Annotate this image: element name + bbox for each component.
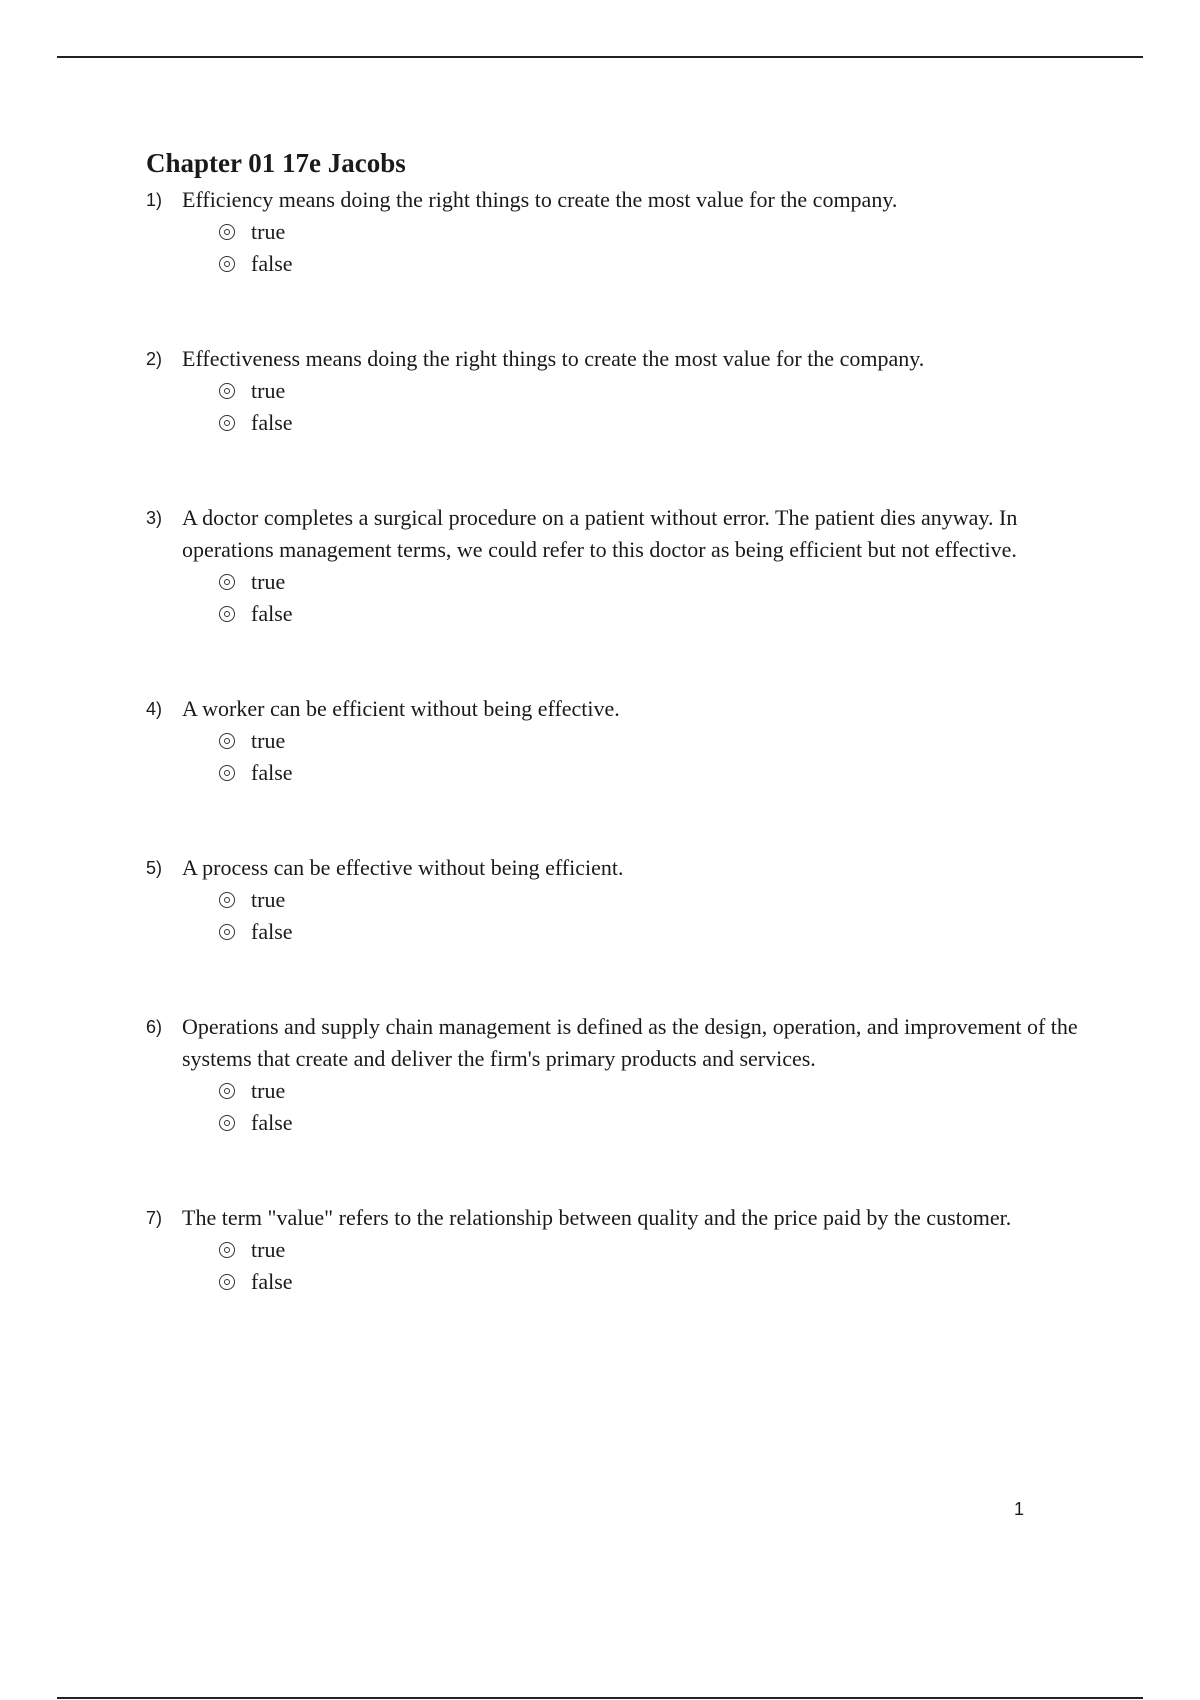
question-text: Operations and supply chain management is defined as the design, operation, and improvement of the systems that create and deliver the firm's primary products and services. (182, 1014, 1078, 1071)
question-5 (146, 852, 1096, 948)
question-number: 7) (146, 1208, 163, 1228)
option-false[interactable] (219, 598, 1096, 630)
question-text: A worker can be efficient without being effective. (182, 696, 620, 721)
top-rule (57, 56, 1143, 58)
radio-icon[interactable] (219, 733, 235, 749)
question-4 (146, 693, 1096, 789)
option-true[interactable] (219, 216, 1096, 248)
radio-icon[interactable] (219, 224, 235, 240)
document-body (146, 146, 1096, 1298)
option-label: false (251, 1269, 293, 1294)
option-label: true (251, 569, 286, 594)
page-number: 1 (1014, 1499, 1025, 1519)
question-text: Effectiveness means doing the right things to create the most value for the company. (182, 346, 925, 371)
question-text: A doctor completes a surgical procedure on a patient without error. The patient dies anyway. In operations management terms, we could refer to this doctor as being efficient but not effective. (182, 505, 1018, 562)
option-label: false (251, 919, 293, 944)
option-false[interactable] (219, 916, 1096, 948)
radio-icon[interactable] (219, 1274, 235, 1290)
option-true[interactable] (219, 725, 1096, 757)
radio-icon[interactable] (219, 1115, 235, 1131)
option-false[interactable] (219, 248, 1096, 280)
option-label: true (251, 1078, 286, 1103)
question-number: 4) (146, 699, 163, 719)
option-false[interactable] (219, 407, 1096, 439)
answer-options (219, 1075, 1096, 1139)
question-3 (146, 502, 1096, 630)
question-number: 3) (146, 508, 163, 528)
page-title: Chapter 01 17e Jacobs (146, 148, 406, 178)
answer-options (219, 884, 1096, 948)
radio-icon[interactable] (219, 383, 235, 399)
option-label: true (251, 728, 286, 753)
question-number: 1) (146, 190, 163, 210)
option-label: false (251, 251, 293, 276)
question-number: 5) (146, 858, 163, 878)
answer-options (219, 1234, 1096, 1298)
radio-icon[interactable] (219, 415, 235, 431)
option-label: false (251, 410, 293, 435)
question-1 (146, 184, 1096, 280)
option-label: true (251, 219, 286, 244)
answer-options (219, 375, 1096, 439)
radio-icon[interactable] (219, 1083, 235, 1099)
radio-icon[interactable] (219, 574, 235, 590)
question-number: 2) (146, 349, 163, 369)
option-false[interactable] (219, 1266, 1096, 1298)
option-true[interactable] (219, 1075, 1096, 1107)
radio-icon[interactable] (219, 606, 235, 622)
question-text: Efficiency means doing the right things to create the most value for the company. (182, 187, 898, 212)
radio-icon[interactable] (219, 256, 235, 272)
option-label: true (251, 1237, 286, 1262)
option-false[interactable] (219, 1107, 1096, 1139)
answer-options (219, 216, 1096, 280)
option-false[interactable] (219, 757, 1096, 789)
option-true[interactable] (219, 566, 1096, 598)
radio-icon[interactable] (219, 924, 235, 940)
option-label: false (251, 601, 293, 626)
option-true[interactable] (219, 375, 1096, 407)
option-label: false (251, 1110, 293, 1135)
question-7 (146, 1202, 1096, 1298)
answer-options (219, 566, 1096, 630)
question-text: The term "value" refers to the relationship between quality and the price paid by the customer. (182, 1205, 1012, 1230)
question-text: A process can be effective without being efficient. (182, 855, 624, 880)
radio-icon[interactable] (219, 892, 235, 908)
answer-options (219, 725, 1096, 789)
option-true[interactable] (219, 1234, 1096, 1266)
question-6 (146, 1011, 1096, 1139)
option-label: false (251, 760, 293, 785)
option-true[interactable] (219, 884, 1096, 916)
bottom-rule (57, 1697, 1143, 1699)
question-2 (146, 343, 1096, 439)
option-label: true (251, 887, 286, 912)
radio-icon[interactable] (219, 765, 235, 781)
radio-icon[interactable] (219, 1242, 235, 1258)
option-label: true (251, 378, 286, 403)
question-number: 6) (146, 1017, 163, 1037)
